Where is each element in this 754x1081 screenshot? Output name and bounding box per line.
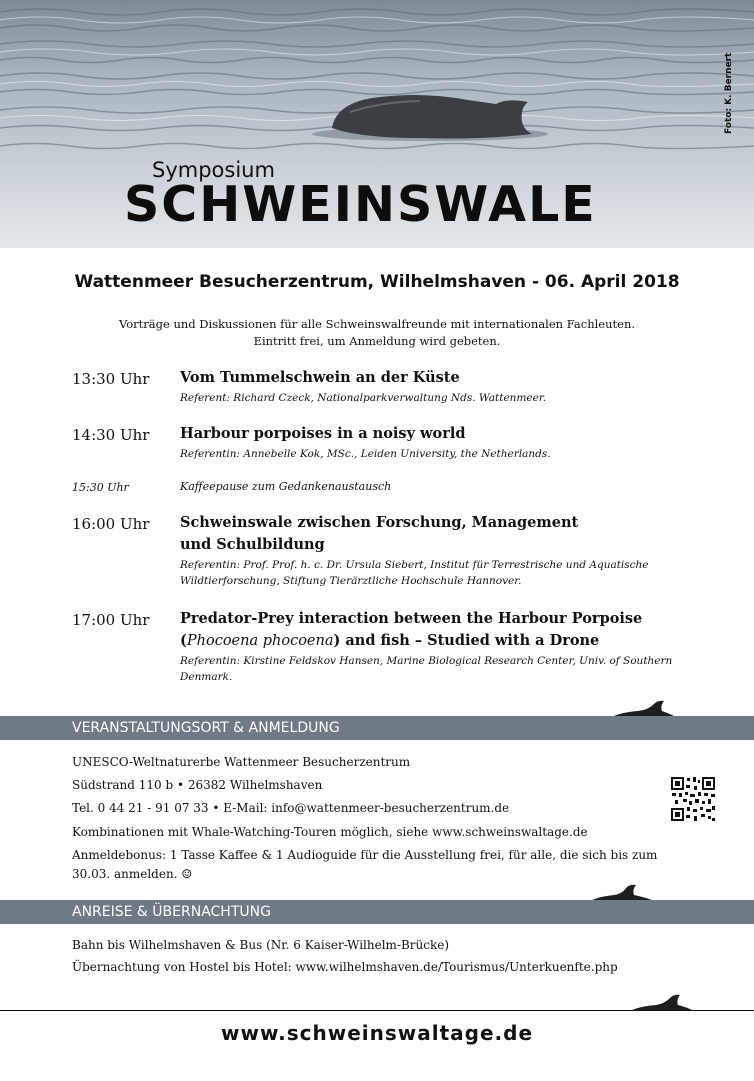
program-time: 17:00 Uhr — [72, 611, 150, 629]
photo-credit: Foto: K. Bernert — [724, 52, 734, 134]
intro-line: Eintritt frei, um Anmeldung wird gebeten. — [253, 334, 501, 348]
program-title: Harbour porpoises in a noisy world — [180, 425, 466, 442]
program-title-line — [180, 630, 642, 652]
footer-website-link[interactable]: www.schweinswaltage.de — [220, 1021, 534, 1045]
section-heading: VERANSTALTUNGSORT & ANMELDUNG — [72, 720, 340, 736]
program-speaker: Referentin: Kirstine Feldskov Hansen, Marine Biological Research Center, Univ. of Southern Denmark. — [180, 655, 673, 683]
symposium-label: Symposium — [152, 158, 275, 182]
intro-text — [0, 316, 754, 350]
intro-line: Vorträge und Diskussionen für alle Schweinswalfreunde mit internationalen Fachleuten. — [118, 317, 636, 331]
venue-section-header — [0, 716, 754, 740]
header-photo — [0, 0, 754, 248]
registration-bonus: Anmeldebonus: 1 Tasse Kaffee & 1 Audioguide für die Ausstellung frei, für alle, die sich bis zum 30.03. anmelden. ☺ — [72, 848, 658, 881]
paren-open: ( — [180, 632, 187, 649]
dorsal-fin-icon — [632, 994, 692, 1010]
program-title: Vom Tummelschwein an der Küste — [180, 369, 460, 386]
dorsal-fin-icon — [592, 884, 652, 900]
program-time: 15:30 Uhr — [72, 481, 129, 494]
program-time: 14:30 Uhr — [72, 426, 150, 444]
program-speaker: Referentin: Prof. Prof. h. c. Dr. Ursula Siebert, Institut für Terrestrische und Aquatische Wildtierforschung, Stiftung Tierärztliche Hochschule Hannover. — [180, 559, 649, 587]
qr-code[interactable] — [670, 776, 716, 822]
program-time: 16:00 Uhr — [72, 515, 150, 533]
program-speaker: Referent: Richard Czeck, Nationalparkverwaltung Nds. Wattenmeer. — [180, 392, 547, 404]
combo-info: Kombinationen mit Whale-Watching-Touren möglich, siehe www.schweinswaltage.de — [72, 825, 588, 839]
venue-contact: Tel. 0 44 21 - 91 07 33 • E-Mail: info@wattenmeer-besucherzentrum.de — [72, 801, 510, 815]
event-subtitle: Wattenmeer Besucherzentrum, Wilhelmshaven - 06. April 2018 — [74, 272, 680, 292]
travel-train: Bahn bis Wilhelmshaven & Bus (Nr. 6 Kaiser-Wilhelm-Brücke) — [72, 938, 450, 952]
title-rest: ) and fish – Studied with a Drone — [333, 632, 600, 649]
dorsal-fin-icon — [614, 700, 674, 716]
program-title — [180, 512, 578, 556]
program-title-line: und Schulbildung — [180, 536, 325, 553]
program-title-line: Predator-Prey interaction between the Harbour Porpoise — [180, 610, 643, 627]
program-time: 13:30 Uhr — [72, 370, 150, 388]
porpoise-illustration — [312, 95, 548, 141]
section-heading: ANREISE & ÜBERNACHTUNG — [72, 904, 271, 920]
latin-name: Phocoena phocoena — [186, 633, 334, 649]
program-title-line: Schweinswale zwischen Forschung, Management — [180, 514, 579, 531]
program-speaker: Referentin: Annebelle Kok, MSc., Leiden University, the Netherlands. — [180, 448, 551, 460]
page-title: SCHWEINSWALE — [124, 176, 597, 233]
program-title: Kaffeepause zum Gedankenaustausch — [180, 480, 392, 493]
program-title — [180, 608, 642, 652]
travel-section-header — [0, 900, 754, 924]
venue-address: Südstrand 110 b • 26382 Wilhelmshaven — [72, 778, 323, 792]
venue-name: UNESCO-Weltnaturerbe Wattenmeer Besucherzentrum — [72, 755, 411, 769]
travel-stay: Übernachtung von Hostel bis Hotel: www.wilhelmshaven.de/Tourismus/Unterkuenfte.php — [72, 960, 618, 974]
